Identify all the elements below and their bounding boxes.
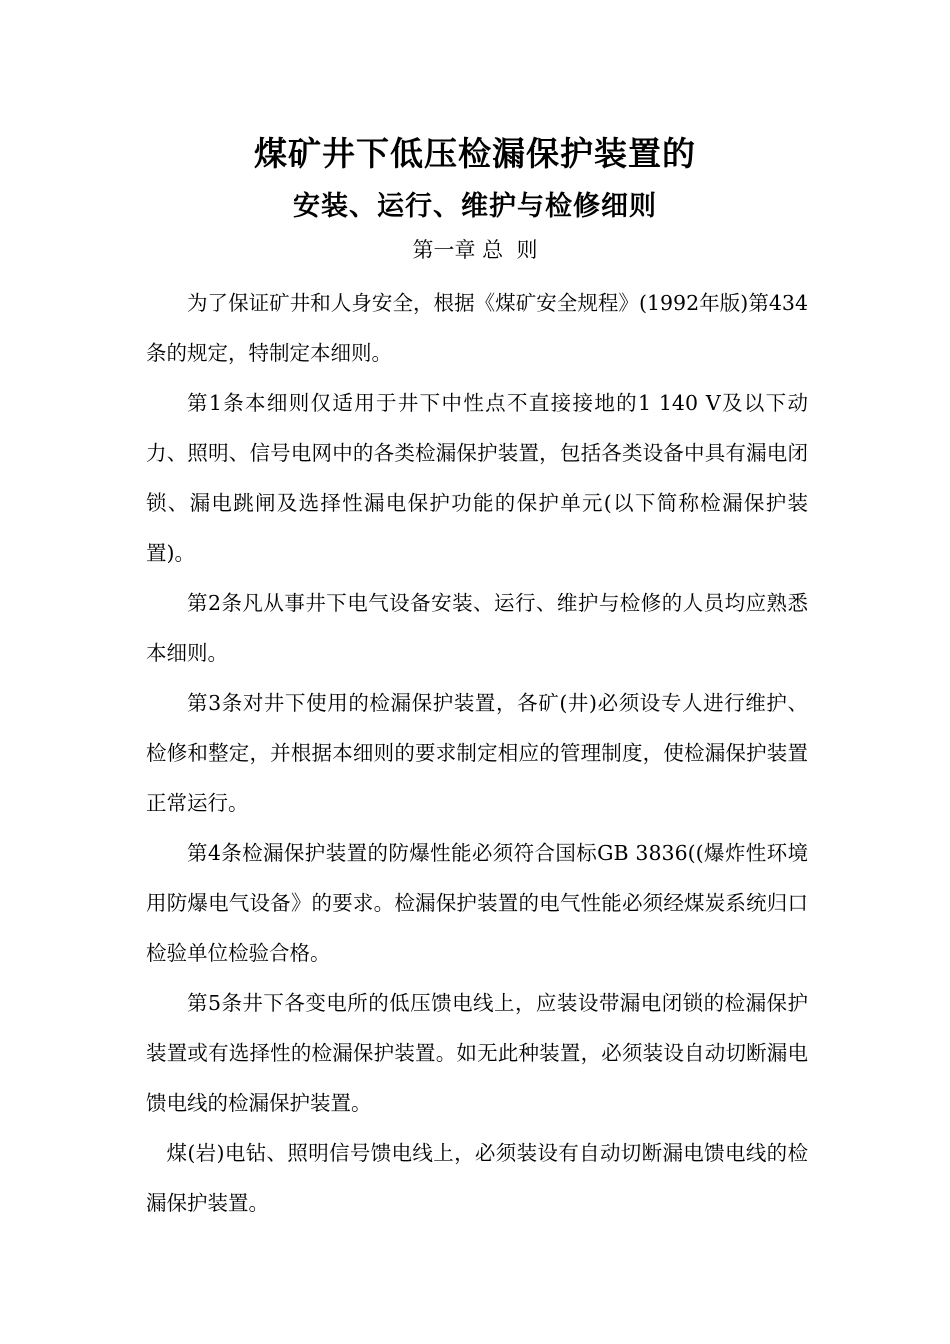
chapter-heading: 第一章 总 则 <box>412 238 538 262</box>
paragraph-article-5-cont: 煤(岩)电钻、照明信号馈电线上，必须装设有自动切断漏电馈电线的检漏保护装置。 <box>146 1141 808 1215</box>
paragraph-intro: 为了保证矿井和人身安全，根据《煤矿安全规程》(1992年版)第434条的规定，特制定本细则。 <box>146 291 808 365</box>
paragraph-article-1: 第1条本细则仅适用于井下中性点不直接接地的1 140 V及以下动力、照明、信号电网中的各类检漏保护装置，包括各类设备中具有漏电闭锁、漏电跳闸及选择性漏电保护功能的保护单元(以下简称检漏保护装置)。 <box>146 391 808 565</box>
document-body <box>146 278 808 1228</box>
document-title: 煤矿井下低压检漏保护装置的 <box>254 134 696 173</box>
paragraph-article-2: 第2条凡从事井下电气设备安装、运行、维护与检修的人员均应熟悉本细则。 <box>146 591 808 665</box>
paragraph-article-3: 第3条对井下使用的检漏保护装置，各矿(井)必须设专人进行维护、检修和整定，并根据本细则的要求制定相应的管理制度，使检漏保护装置正常运行。 <box>146 691 808 815</box>
paragraph-article-4: 第4条检漏保护装置的防爆性能必须符合国标GB 3836((爆炸性环境用防爆电气设备》的要求。检漏保护装置的电气性能必须经煤炭系统归口检验单位检验合格。 <box>146 841 808 965</box>
paragraph-article-5: 第5条井下各变电所的低压馈电线上，应装设带漏电闭锁的检漏保护装置或有选择性的检漏保护装置。如无此种装置，必须装设自动切断漏电馈电线的检漏保护装置。 <box>146 991 808 1115</box>
document-subtitle: 安装、运行、维护与检修细则 <box>293 191 657 222</box>
